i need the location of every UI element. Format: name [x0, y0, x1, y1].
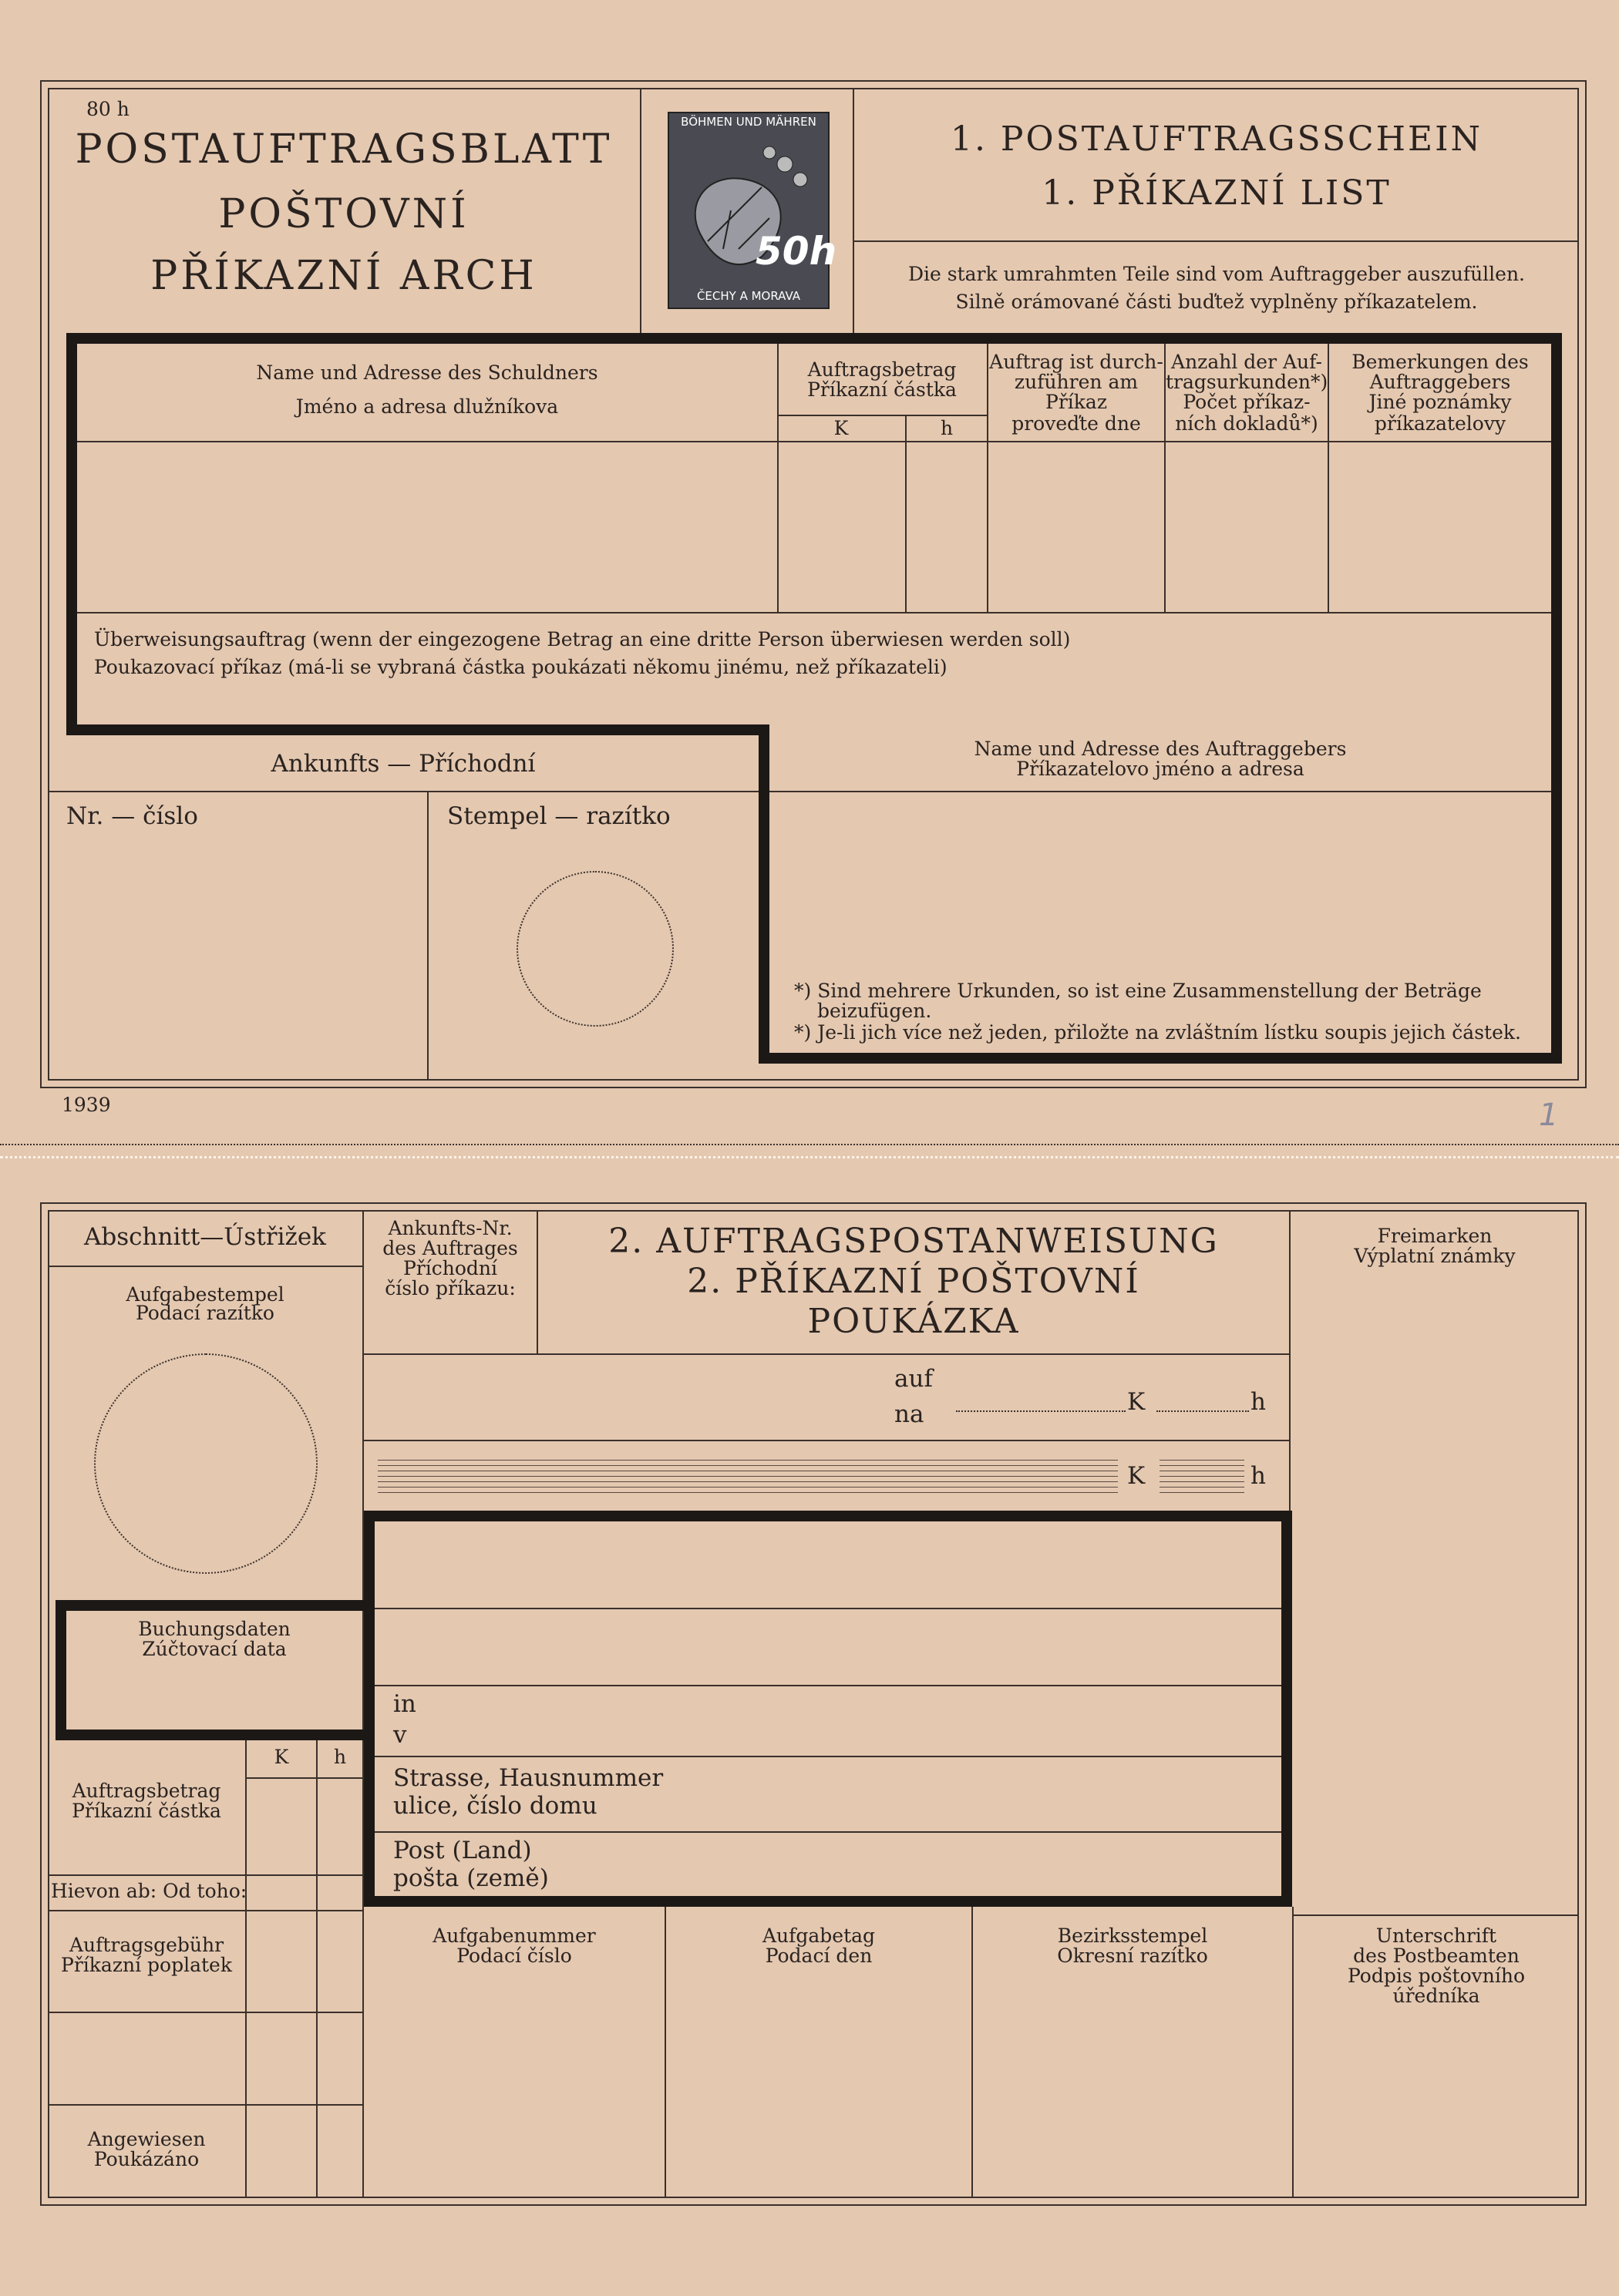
nr-label: Nr. — číslo — [66, 802, 198, 830]
amount-hatched-h — [1160, 1455, 1244, 1495]
instruction-de: Die stark umrahmten Teile sind vom Auftraggeber auszufüllen. — [907, 263, 1526, 285]
stub-k: K — [274, 1746, 289, 1768]
buchung-cz: Zúčtovací data — [142, 1638, 287, 1660]
buchung-frame-bottom — [56, 1730, 375, 1740]
post-cz: pošta (země) — [393, 1864, 549, 1892]
addr-frame-left — [364, 1595, 375, 1907]
stub-rule-2 — [48, 1910, 362, 1911]
footnote-de-2: beizufügen. — [817, 1000, 932, 1022]
sheet-title-cz2: PŘÍKAZNÍ ARCH — [150, 253, 537, 299]
buchung-frame-left — [56, 1600, 66, 1739]
col-notes-1: Bemerkungen des — [1351, 351, 1529, 373]
buchung-de: Buchungsdaten — [138, 1618, 291, 1640]
abschnitt-label: Abschnitt—Ústřižek — [84, 1223, 326, 1251]
col-exec-2: zuführen am — [1014, 371, 1139, 393]
stub-h-divider — [316, 1740, 318, 2198]
addr-line-1 — [375, 1608, 1281, 1609]
gebuehr-de: Auftragsgebühr — [69, 1934, 224, 1956]
col-notes-4: příkazatelovy — [1374, 412, 1506, 435]
abschnitt-rule — [48, 1266, 362, 1267]
col-count-2: tragsurkunden*) — [1166, 371, 1328, 393]
perforation-holes — [0, 1156, 1619, 1158]
transfer-cz: Poukazovací příkaz (má-li se vybraná částka poukázati někomu jinému, než příkazateli) — [94, 656, 948, 678]
stub-h: h — [333, 1746, 347, 1768]
amount-k: K — [1127, 1388, 1146, 1416]
year-label: 1939 — [62, 1094, 111, 1116]
angewiesen-de: Angewiesen — [87, 2128, 206, 2150]
unterschrift-4: úředníka — [1392, 1985, 1480, 2007]
stub-rule-1 — [48, 1874, 362, 1876]
addr-line-4 — [375, 1831, 1281, 1833]
price-label: 80 h — [86, 98, 130, 120]
sheet-title-cz1: POŠTOVNÍ — [218, 191, 470, 237]
stub-betrag-cz: Příkazní částka — [72, 1800, 221, 1822]
imprinted-stamp — [668, 112, 837, 309]
col-exec-4: proveďte dne — [1011, 412, 1141, 435]
in-label: in — [393, 1690, 416, 1718]
col-h: h — [940, 417, 954, 439]
aufgabenummer-de: Aufgabenummer — [433, 1925, 596, 1947]
gebuehr-cz: Příkazní poplatek — [61, 1954, 232, 1976]
arrival-stamp-circle — [517, 871, 674, 1027]
arrival-rule — [48, 791, 759, 792]
col-divider-kh — [905, 415, 907, 612]
schein-title-cz: 1. PŘÍKAZNÍ LIST — [1042, 173, 1392, 213]
amount-dotline-k — [956, 1410, 1126, 1412]
strasse-cz: ulice, číslo domu — [393, 1792, 597, 1820]
col-amount-de: Auftragsbetrag — [807, 358, 957, 381]
aufgabestempel-de: Aufgabestempel — [126, 1283, 284, 1306]
col-name-cz: Jméno a adresa dlužníkova — [295, 395, 559, 418]
thick-frame-mid — [759, 724, 769, 1062]
aufgabenummer-cz: Podací číslo — [456, 1945, 572, 1967]
aufgabetag-cz: Podací den — [765, 1945, 873, 1967]
buchung-frame-top — [56, 1600, 375, 1611]
stub-rule-3 — [48, 2012, 362, 2013]
footnote-de-1: *) Sind mehrere Urkunden, so ist eine Zusammenstellung der Beträge — [794, 980, 1482, 1002]
col-count-3: Počet příkaz- — [1183, 391, 1311, 413]
col-count-4: ních dokladů*) — [1175, 412, 1318, 435]
arrival-divider — [427, 792, 429, 1081]
col-amount-cz: Příkazní částka — [807, 378, 957, 401]
strasse-de: Strasse, Hausnummer — [393, 1764, 664, 1792]
thick-frame-bottom-right — [759, 1053, 1562, 1064]
col-exec-1: Auftrag ist durch- — [989, 351, 1163, 373]
addr-line-2 — [375, 1685, 1281, 1686]
sheet2-inner-frame — [48, 1210, 1579, 2198]
poukazka-title-3: POUKÁZKA — [807, 1302, 1020, 1341]
amount-dotline-h — [1156, 1410, 1249, 1412]
table-body-rule — [77, 612, 1551, 613]
sheet-title-de: POSTAUFTRAGSBLATT — [75, 126, 613, 173]
col-notes-3: Jiné poznámky — [1368, 391, 1512, 413]
stub-rule-4 — [48, 2104, 362, 2106]
amount2-h: h — [1250, 1462, 1266, 1490]
footnote-cz: *) Je-li jich více než jeden, přiložte na zvláštním lístku soupis jejich částek. — [794, 1021, 1521, 1044]
unterschrift-2: des Postbeamten — [1353, 1945, 1520, 1967]
aufgabestempel-cz: Podací razítko — [136, 1302, 274, 1324]
col-name-de: Name und Adresse des Schuldners — [256, 361, 598, 384]
col-count-1: Anzahl der Auf- — [1171, 351, 1322, 373]
poukazka-title-1: 2. AUFTRAGSPOSTANWEISUNG — [608, 1222, 1219, 1261]
transfer-de: Überweisungsauftrag (wenn der eingezogene Betrag an eine dritte Person überwiesen werden soll) — [94, 628, 1071, 650]
poukazka-title-2: 2. PŘÍKAZNÍ POŠTOVNÍ — [687, 1262, 1140, 1301]
unterschrift-3: Podpis poštovního — [1348, 1965, 1525, 1987]
table-header-rule — [77, 441, 1551, 442]
stempel-label: Stempel — razítko — [447, 802, 671, 830]
hievon-label: Hievon ab: Od toho: — [51, 1880, 247, 1902]
schein-title-de: 1. POSTAUFTRAGSSCHEIN — [950, 119, 1483, 159]
header-divider-left — [640, 88, 641, 333]
thick-frame-left — [66, 333, 77, 734]
instruction-cz: Silně orámované části buďtež vyplněny příkazatelem. — [955, 291, 1478, 313]
ankunft-nr-4: číslo příkazu: — [385, 1277, 516, 1299]
unterschrift-rule — [1292, 1914, 1579, 1916]
stamp-bottom-text: ČECHY A MORAVA — [696, 289, 801, 303]
header-rule — [854, 240, 1579, 242]
thick-frame-right — [1551, 333, 1562, 1062]
amount-h: h — [1250, 1388, 1266, 1416]
col-exec-3: Příkaz — [1045, 391, 1107, 413]
ankunft-nr-1: Ankunfts-Nr. — [388, 1217, 513, 1239]
amount-rule — [364, 1440, 1289, 1441]
amount-hatched-field — [378, 1455, 1118, 1495]
aufgabe-stamp-circle — [94, 1353, 318, 1574]
addr-frame-right — [1281, 1511, 1292, 1907]
sender-cz: Příkazatelovo jméno a adresa — [1016, 758, 1304, 780]
sender-de: Name und Adresse des Auftraggebers — [974, 738, 1347, 760]
na-label: na — [894, 1400, 924, 1428]
arrival-label: Ankunfts — Příchodní — [271, 750, 536, 778]
post-de: Post (Land) — [393, 1837, 532, 1864]
title-rule — [364, 1353, 1289, 1355]
stamp-top-text: BÖHMEN UND MÄHREN — [681, 115, 816, 129]
pencil-mark: 1 — [1539, 1098, 1559, 1133]
thick-frame-top — [66, 333, 1562, 344]
amount2-k: K — [1127, 1462, 1146, 1490]
bezirk-de: Bezirksstempel — [1057, 1925, 1208, 1947]
stamp-value: 50h — [756, 229, 837, 274]
freimarken-de: Freimarken — [1377, 1225, 1493, 1247]
addr-frame-top — [364, 1511, 1292, 1521]
unterschrift-1: Unterschrift — [1375, 1925, 1497, 1947]
freimarken-cz: Výplatní známky — [1354, 1245, 1516, 1267]
stub-kh-rule — [245, 1777, 362, 1779]
addr-frame-left-top — [364, 1511, 375, 1606]
stub-betrag-de: Auftragsbetrag — [72, 1780, 221, 1802]
aufgabetag-de: Aufgabetag — [762, 1925, 876, 1947]
bezirk-cz: Okresní razítko — [1057, 1945, 1208, 1967]
auf-label: auf — [894, 1365, 933, 1393]
col-notes-2: Auftraggebers — [1369, 371, 1511, 393]
thick-frame-bottom-left — [66, 724, 768, 735]
ankunft-nr-2: des Auftrages — [382, 1237, 518, 1259]
angewiesen-cz: Poukázáno — [93, 2148, 200, 2170]
stub-k-divider — [245, 1740, 247, 2198]
addr-line-3 — [375, 1756, 1281, 1757]
ankunft-nr-3: Příchodní — [402, 1257, 498, 1279]
amount-sub-rule — [777, 415, 987, 416]
col-k: K — [833, 417, 849, 439]
v-label: v — [393, 1721, 407, 1749]
addr-frame-bottom — [364, 1896, 1292, 1907]
sender-rule — [769, 791, 1551, 792]
perforation-line — [0, 1144, 1619, 1145]
